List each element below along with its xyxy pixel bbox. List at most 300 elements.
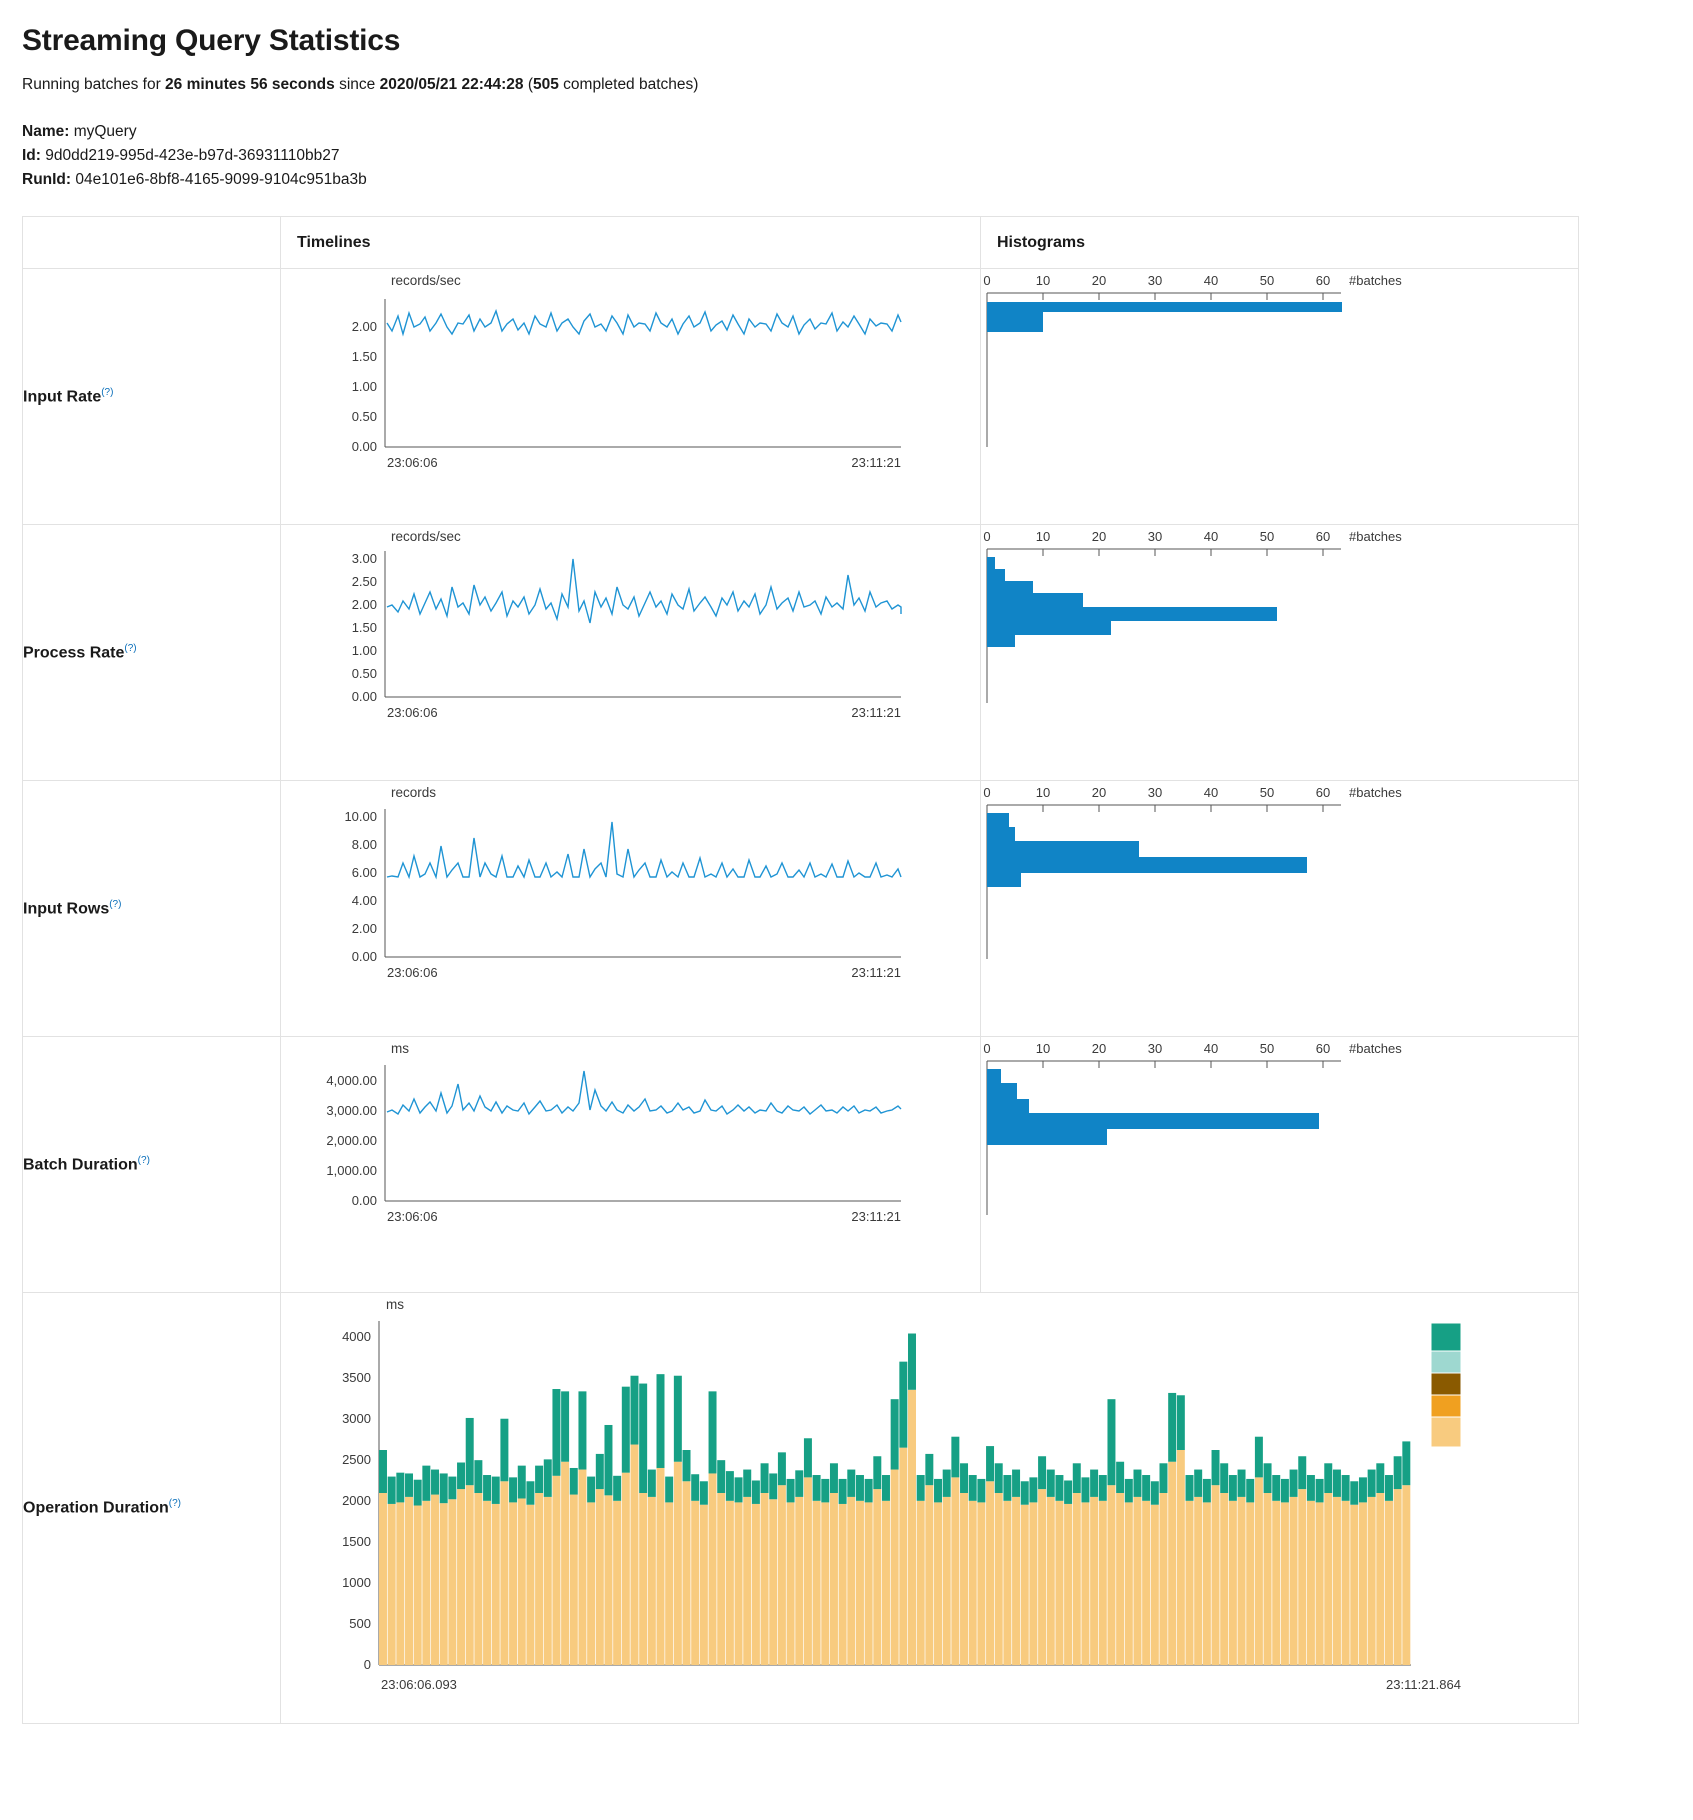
op-duration-segment <box>414 1480 422 1506</box>
op-duration-segment <box>1047 1470 1055 1497</box>
hist-unit-label: #batches <box>1349 1041 1402 1057</box>
y-axis-ticks <box>342 1329 371 1672</box>
op-duration-segment <box>483 1475 491 1501</box>
svg-text:3.00: 3.00 <box>351 551 377 567</box>
op-duration-segment <box>422 1466 430 1501</box>
row-label-text: Batch Duration <box>23 1156 138 1174</box>
svg-text:0: 0 <box>363 1657 371 1673</box>
op-duration-segment <box>769 1473 777 1499</box>
op-duration-segment <box>986 1481 994 1665</box>
svg-text:2.00: 2.00 <box>351 319 377 335</box>
op-duration-segment <box>761 1463 769 1493</box>
op-duration-segment <box>405 1497 413 1665</box>
y-unit-label: records/sec <box>391 273 461 289</box>
op-duration-segment <box>752 1504 760 1665</box>
op-duration-segment <box>795 1470 803 1497</box>
summary-open-paren: ( <box>523 76 533 93</box>
op-duration-segment <box>735 1502 743 1665</box>
op-duration-segment <box>457 1489 465 1665</box>
y-axis-ticks <box>352 551 377 704</box>
summary-duration: 26 minutes 56 seconds <box>165 76 335 93</box>
op-duration-segment <box>1229 1501 1237 1665</box>
row-label-text: Input Rate <box>23 388 102 406</box>
op-duration-segment <box>1133 1470 1141 1497</box>
op-duration-segment <box>1107 1399 1115 1485</box>
op-duration-segment <box>422 1501 430 1665</box>
op-duration-segment <box>474 1493 482 1665</box>
op-duration-segment <box>1281 1502 1289 1665</box>
op-duration-segment <box>1029 1502 1037 1665</box>
op-duration-segment <box>778 1452 786 1485</box>
input-rows-series <box>387 822 901 877</box>
op-duration-segment <box>526 1481 534 1504</box>
op-duration-segment <box>1350 1505 1358 1665</box>
op-duration-segment <box>1012 1497 1020 1665</box>
svg-text:50: 50 <box>1259 785 1275 801</box>
svg-text:40: 40 <box>1203 529 1219 545</box>
op-duration-segment <box>735 1477 743 1502</box>
svg-text:2.50: 2.50 <box>351 574 377 590</box>
op-duration-segment <box>977 1502 985 1665</box>
operation-duration-legend[interactable] <box>1431 1323 1461 1447</box>
svg-text:4000: 4000 <box>342 1329 371 1345</box>
op-duration-segment <box>492 1504 500 1665</box>
op-duration-segment <box>839 1504 847 1665</box>
op-duration-segment <box>1298 1456 1306 1489</box>
help-icon[interactable]: (?) <box>124 642 137 654</box>
x-tick-end: 23:11:21 <box>851 455 901 471</box>
svg-text:20: 20 <box>1091 529 1107 545</box>
row-label-input-rows <box>23 781 281 1037</box>
header-histograms: Histograms <box>981 217 1579 269</box>
op-duration-segment <box>726 1501 734 1665</box>
op-duration-segment <box>804 1438 812 1477</box>
op-duration-segment <box>613 1476 621 1501</box>
help-icon[interactable]: (?) <box>109 898 122 910</box>
op-duration-segment <box>570 1468 578 1495</box>
op-duration-segment <box>683 1450 691 1481</box>
op-duration-segment <box>917 1501 925 1665</box>
op-duration-segment <box>1229 1475 1237 1501</box>
op-duration-segment <box>1350 1481 1358 1504</box>
op-duration-segment <box>1073 1463 1081 1493</box>
op-duration-segment <box>1142 1475 1150 1501</box>
op-duration-segment <box>596 1489 604 1665</box>
op-duration-segment <box>448 1477 456 1500</box>
op-duration-segment <box>1359 1502 1367 1665</box>
cell-batch-duration-histogram <box>981 1037 1579 1293</box>
op-duration-segment <box>787 1479 795 1502</box>
svg-text:0: 0 <box>983 1041 991 1057</box>
row-label-batch-duration <box>23 1037 281 1293</box>
op-duration-segment <box>821 1479 829 1502</box>
process-rate-series <box>387 559 901 623</box>
svg-text:0: 0 <box>983 785 991 801</box>
svg-text:4.00: 4.00 <box>351 893 377 909</box>
op-duration-segment <box>388 1477 396 1504</box>
op-duration-segment <box>379 1493 387 1665</box>
svg-text:0.50: 0.50 <box>351 666 377 682</box>
hist-bars <box>987 557 1277 647</box>
op-duration-segment <box>1194 1470 1202 1497</box>
op-duration-segment <box>1038 1489 1046 1665</box>
op-duration-segment <box>578 1470 586 1665</box>
svg-text:2500: 2500 <box>342 1452 371 1468</box>
op-duration-segment <box>1090 1470 1098 1497</box>
op-duration-segment <box>717 1493 725 1665</box>
op-duration-segment <box>1212 1450 1220 1485</box>
svg-text:20: 20 <box>1091 1041 1107 1057</box>
op-duration-segment <box>1064 1504 1072 1665</box>
op-duration-segment <box>648 1470 656 1497</box>
op-duration-segment <box>674 1462 682 1665</box>
op-duration-segment <box>1081 1477 1089 1502</box>
y-axis-ticks <box>326 1073 377 1208</box>
op-duration-segment <box>943 1497 951 1665</box>
op-duration-segment <box>544 1497 552 1665</box>
svg-text:1.50: 1.50 <box>351 349 377 365</box>
op-duration-segment <box>388 1504 396 1665</box>
op-duration-segment <box>631 1445 639 1665</box>
op-duration-segment <box>960 1463 968 1493</box>
y-axis-ticks <box>344 809 377 964</box>
op-duration-segment <box>1376 1493 1384 1665</box>
op-duration-segment <box>552 1476 560 1665</box>
x-tick-end: 23:11:21 <box>851 1209 901 1225</box>
cell-input-rows-histogram <box>981 781 1579 1037</box>
hist-x-ticks <box>983 529 1402 544</box>
svg-text:0.00: 0.00 <box>351 1193 377 1209</box>
op-duration-segment <box>1003 1501 1011 1665</box>
op-duration-segment <box>1151 1481 1159 1504</box>
meta-name-row <box>22 120 1671 144</box>
op-duration-segment <box>1298 1489 1306 1665</box>
svg-text:2.00: 2.00 <box>351 597 377 613</box>
op-duration-segment <box>1029 1477 1037 1502</box>
svg-text:1,000.00: 1,000.00 <box>326 1163 377 1179</box>
op-duration-segment <box>873 1456 881 1489</box>
svg-text:0.50: 0.50 <box>351 409 377 425</box>
op-duration-segment <box>804 1477 812 1665</box>
op-duration-segment <box>943 1470 951 1497</box>
meta-runid-label: RunId: <box>22 171 72 189</box>
op-duration-segment <box>1099 1501 1107 1665</box>
op-duration-segment <box>622 1473 630 1665</box>
svg-text:40: 40 <box>1203 1041 1219 1057</box>
op-duration-segment <box>483 1501 491 1665</box>
op-duration-segment <box>544 1459 552 1497</box>
op-duration-segment <box>604 1495 612 1665</box>
op-duration-segment <box>1212 1485 1220 1665</box>
input-rows-histogram-chart <box>981 781 1578 1036</box>
hist-unit-label: #batches <box>1349 273 1402 289</box>
op-duration-segment <box>1324 1493 1332 1665</box>
batch-duration-histogram-chart <box>981 1037 1578 1292</box>
x-tick-start: 23:06:06.093 <box>381 1677 457 1693</box>
batch-duration-series <box>387 1071 901 1114</box>
op-duration-segment <box>1194 1497 1202 1665</box>
process-rate-timeline-chart <box>281 525 980 780</box>
op-duration-segment <box>448 1499 456 1665</box>
op-duration-segment <box>379 1450 387 1493</box>
op-duration-segment <box>631 1376 639 1445</box>
x-tick-start: 23:06:06 <box>387 705 438 721</box>
op-duration-segment <box>440 1473 448 1503</box>
svg-text:6.00: 6.00 <box>351 865 377 881</box>
op-duration-segment <box>1168 1393 1176 1462</box>
op-duration-segment <box>552 1389 560 1476</box>
op-duration-segment <box>1333 1497 1341 1665</box>
svg-text:30: 30 <box>1147 273 1163 289</box>
svg-text:500: 500 <box>349 1616 371 1632</box>
x-tick-start: 23:06:06 <box>387 455 438 471</box>
row-label-text: Operation Duration <box>23 1499 169 1517</box>
op-duration-segment <box>726 1471 734 1501</box>
op-duration-segment <box>934 1479 942 1502</box>
op-duration-segment <box>518 1499 526 1666</box>
op-duration-segment <box>1021 1505 1029 1665</box>
op-duration-segment <box>1394 1456 1402 1489</box>
op-duration-segment <box>1160 1493 1168 1665</box>
op-duration-segment <box>951 1477 959 1665</box>
svg-text:1.00: 1.00 <box>351 379 377 395</box>
row-label-operation-duration <box>23 1293 281 1724</box>
op-duration-segment <box>691 1501 699 1665</box>
op-duration-segment <box>500 1419 508 1482</box>
svg-text:10: 10 <box>1035 529 1051 545</box>
op-duration-segment <box>613 1501 621 1665</box>
op-duration-segment <box>1160 1463 1168 1493</box>
op-duration-segment <box>1324 1463 1332 1493</box>
x-tick-end: 23:11:21.864 <box>1386 1677 1461 1693</box>
op-duration-segment <box>847 1497 855 1665</box>
summary-batch-count: 505 <box>532 76 559 93</box>
op-duration-segment <box>665 1502 673 1665</box>
op-duration-segment <box>882 1475 890 1501</box>
svg-text:1000: 1000 <box>342 1575 371 1591</box>
op-duration-segment <box>1376 1463 1384 1493</box>
summary-prefix: Running batches for <box>22 76 166 93</box>
op-duration-segment <box>561 1391 569 1461</box>
op-duration-segment <box>821 1502 829 1665</box>
op-duration-segment <box>761 1493 769 1665</box>
op-duration-segment <box>1307 1501 1315 1665</box>
op-duration-segment <box>743 1470 751 1497</box>
op-duration-segment <box>787 1502 795 1665</box>
op-duration-segment <box>891 1470 899 1665</box>
op-duration-segment <box>1012 1470 1020 1497</box>
op-duration-segment <box>1133 1497 1141 1665</box>
op-duration-segment <box>1290 1470 1298 1497</box>
op-duration-segment <box>1342 1475 1350 1501</box>
op-duration-segment <box>700 1505 708 1665</box>
op-duration-segment <box>1142 1501 1150 1665</box>
op-duration-segment <box>1099 1475 1107 1501</box>
op-duration-segment <box>977 1479 985 1502</box>
op-duration-segment <box>1125 1479 1133 1502</box>
operation-duration-chart <box>281 1293 1578 1723</box>
svg-text:30: 30 <box>1147 1041 1163 1057</box>
svg-text:40: 40 <box>1203 785 1219 801</box>
op-duration-segment <box>604 1425 612 1495</box>
y-unit-label: records/sec <box>391 529 461 545</box>
op-duration-segment <box>873 1489 881 1665</box>
op-duration-segment <box>1368 1470 1376 1497</box>
op-duration-segment <box>1316 1479 1324 1502</box>
y-unit-label: ms <box>391 1041 409 1057</box>
op-duration-segment <box>440 1503 448 1665</box>
op-duration-segment <box>578 1391 586 1469</box>
op-duration-segment <box>561 1462 569 1665</box>
op-duration-segment <box>908 1334 916 1390</box>
op-duration-segment <box>743 1497 751 1665</box>
op-duration-segment <box>1272 1475 1280 1501</box>
op-duration-segment <box>1333 1470 1341 1497</box>
table-row <box>23 269 1579 525</box>
svg-text:50: 50 <box>1259 1041 1275 1057</box>
svg-text:10.00: 10.00 <box>344 809 377 825</box>
op-duration-segment <box>969 1475 977 1501</box>
op-duration-segment <box>1220 1493 1228 1665</box>
op-duration-segment <box>995 1463 1003 1493</box>
y-unit-label: records <box>391 785 437 801</box>
op-duration-segment <box>899 1448 907 1665</box>
svg-text:2.00: 2.00 <box>351 921 377 937</box>
op-duration-segment <box>1116 1493 1124 1665</box>
op-duration-segment <box>474 1460 482 1493</box>
op-duration-segment <box>509 1477 517 1502</box>
op-duration-segment <box>1055 1501 1063 1665</box>
row-label-input-rate <box>23 269 281 525</box>
cell-input-rate-histogram <box>981 269 1579 525</box>
svg-text:30: 30 <box>1147 785 1163 801</box>
svg-text:10: 10 <box>1035 1041 1051 1057</box>
page-title: Streaming Query Statistics <box>22 24 401 57</box>
svg-text:1500: 1500 <box>342 1534 371 1550</box>
op-duration-segment <box>457 1463 465 1490</box>
help-icon[interactable]: (?) <box>101 386 114 398</box>
help-icon[interactable]: (?) <box>137 1154 150 1166</box>
op-duration-segment <box>526 1505 534 1665</box>
svg-text:50: 50 <box>1259 529 1275 545</box>
op-duration-segment <box>466 1485 474 1665</box>
op-duration-segment <box>830 1463 838 1493</box>
op-duration-segment <box>431 1470 439 1495</box>
op-duration-segment <box>769 1499 777 1665</box>
op-duration-segment <box>969 1501 977 1665</box>
op-duration-segment <box>1255 1477 1263 1665</box>
row-label-text: Process Rate <box>23 644 125 662</box>
op-duration-segment <box>596 1454 604 1489</box>
op-duration-segment <box>1264 1463 1272 1493</box>
op-duration-segment <box>691 1474 699 1501</box>
input-rate-timeline-chart <box>281 269 980 524</box>
op-duration-segment <box>1316 1502 1324 1665</box>
svg-text:2,000.00: 2,000.00 <box>326 1133 377 1149</box>
hist-x-ticks <box>983 273 1402 288</box>
op-duration-segment <box>1186 1475 1194 1501</box>
op-duration-segment <box>934 1502 942 1665</box>
table-row <box>23 525 1579 781</box>
op-duration-segment <box>500 1481 508 1665</box>
op-duration-segment <box>1021 1481 1029 1504</box>
svg-text:40: 40 <box>1203 273 1219 289</box>
op-duration-segment <box>414 1506 422 1665</box>
x-tick-end: 23:11:21 <box>851 965 901 981</box>
svg-text:10: 10 <box>1035 273 1051 289</box>
y-unit-label: ms <box>386 1297 404 1313</box>
op-duration-segment <box>466 1418 474 1485</box>
op-duration-segment <box>1307 1475 1315 1501</box>
op-duration-segment <box>925 1454 933 1485</box>
input-rows-timeline-chart <box>281 781 980 1036</box>
svg-text:0.00: 0.00 <box>351 949 377 965</box>
op-duration-segment <box>518 1466 526 1499</box>
op-duration-segment <box>865 1479 873 1502</box>
op-duration-segment <box>1359 1477 1367 1502</box>
op-duration-segment <box>1238 1497 1246 1665</box>
svg-text:3500: 3500 <box>342 1370 371 1386</box>
query-metadata <box>22 120 1671 192</box>
op-duration-segment <box>1064 1481 1072 1504</box>
op-duration-segment <box>700 1481 708 1504</box>
op-duration-segment <box>405 1473 413 1496</box>
svg-text:20: 20 <box>1091 273 1107 289</box>
op-duration-segment <box>1385 1501 1393 1665</box>
op-duration-segment <box>1290 1497 1298 1665</box>
svg-text:4,000.00: 4,000.00 <box>326 1073 377 1089</box>
svg-text:3000: 3000 <box>342 1411 371 1427</box>
op-duration-segment <box>813 1475 821 1501</box>
table-row <box>23 781 1579 1037</box>
op-duration-segment <box>839 1479 847 1504</box>
op-duration-segment <box>1177 1450 1185 1665</box>
op-duration-segment <box>1177 1395 1185 1450</box>
op-duration-segment <box>717 1460 725 1493</box>
meta-name-label: Name: <box>22 123 70 140</box>
row-label-text: Input Rows <box>23 900 110 918</box>
op-duration-segment <box>1038 1456 1046 1489</box>
op-duration-segment <box>639 1384 647 1493</box>
op-duration-segment <box>674 1376 682 1462</box>
op-duration-segment <box>683 1481 691 1665</box>
op-duration-segment <box>492 1477 500 1504</box>
hist-bars <box>987 1069 1319 1145</box>
meta-runid-value: 04e101e6-8bf8-4165-9099-9104c951ba3b <box>75 171 367 189</box>
op-duration-segment <box>1342 1501 1350 1665</box>
op-duration-segment <box>891 1399 899 1469</box>
op-duration-segment <box>587 1477 595 1503</box>
op-duration-segment <box>1264 1493 1272 1665</box>
op-duration-segment <box>657 1374 665 1468</box>
op-duration-segment <box>648 1497 656 1665</box>
op-duration-segment <box>709 1391 717 1473</box>
batch-duration-timeline-chart <box>281 1037 980 1292</box>
op-duration-segment <box>396 1473 404 1503</box>
op-duration-segment <box>1220 1463 1228 1493</box>
meta-id-row <box>22 144 1671 168</box>
cell-batch-duration-timeline <box>281 1037 981 1293</box>
op-duration-segment <box>856 1501 864 1665</box>
svg-text:60: 60 <box>1315 273 1331 289</box>
table-row <box>23 1037 1579 1293</box>
help-icon[interactable]: (?) <box>168 1498 182 1510</box>
svg-text:60: 60 <box>1315 1041 1331 1057</box>
svg-text:2000: 2000 <box>342 1493 371 1509</box>
statistics-table <box>22 216 1579 1724</box>
op-duration-segment <box>986 1446 994 1481</box>
op-duration-segment <box>1402 1441 1410 1485</box>
